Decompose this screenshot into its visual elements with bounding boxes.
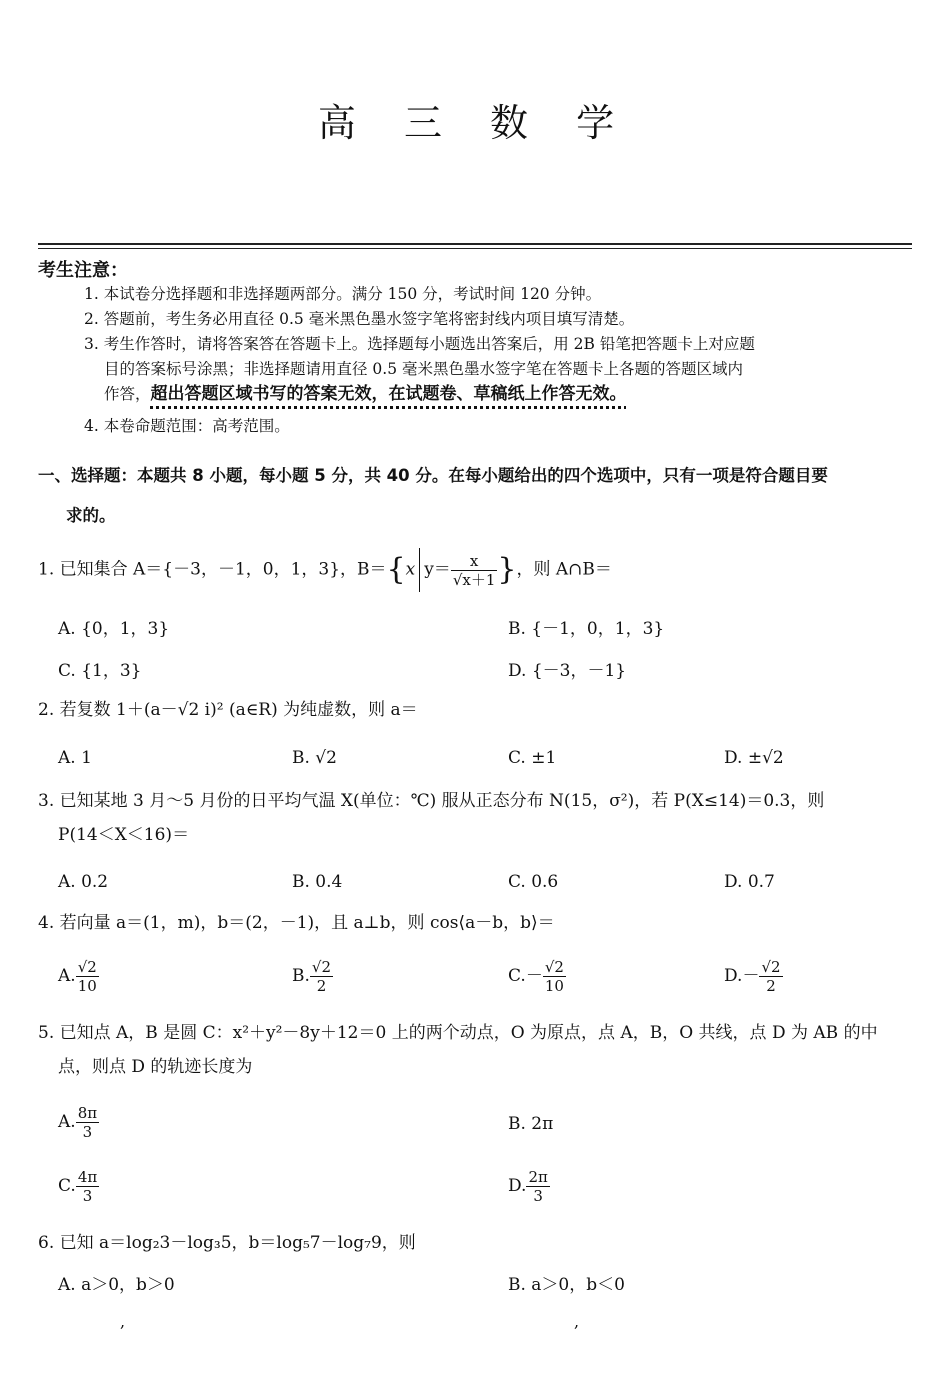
q4-option-a: [58, 958, 99, 995]
question-3: [38, 784, 918, 852]
q4-option-c-frac: [543, 958, 566, 995]
q1-fraction: [451, 552, 498, 589]
q4-option-d-label: D.: [724, 966, 743, 986]
q4-option-b-label: B.: [292, 966, 310, 986]
q1-fraction-num: x: [451, 552, 498, 571]
q4-option-d-sign: －: [742, 966, 760, 986]
q4-option-b-num: √2: [311, 958, 332, 976]
q5-option-a-num: 8π: [77, 1104, 98, 1122]
q5-option-a-den: 3: [82, 1123, 93, 1141]
header-rule-thin: [38, 248, 912, 249]
q1-tail: ，则 A∩B＝: [516, 559, 612, 580]
q5-option-d-num: 2π: [528, 1168, 548, 1186]
q5-option-c-num: 4π: [77, 1168, 98, 1186]
q5-option-b: B. 2π: [508, 1114, 554, 1134]
q3-option-a: A. 0.2: [58, 872, 109, 892]
q1-stem: 1. 已知集合: [38, 559, 134, 580]
q2-option-a: A. 1: [58, 748, 92, 768]
q4-option-d-num: √2: [761, 958, 781, 976]
q1-brace-close: }: [497, 552, 517, 587]
section-heading-line1: 一、选择题：本题共 8 小题，每小题 5 分，共 40 分。在每小题给出的四个选项中，只有一项是符合题目要: [38, 466, 828, 485]
notice-item-3-prefix: 作答，: [104, 385, 151, 403]
q6-option-b: B. a＞0，b＜0: [508, 1275, 625, 1295]
q1-set-bar: [419, 548, 420, 592]
q4-option-a-den: 10: [77, 977, 97, 995]
q5-option-d-label: D.: [508, 1176, 527, 1196]
q4-option-b: [292, 958, 333, 995]
section-heading-line2: 求的。: [66, 506, 116, 525]
q4-option-c-label: C.: [508, 966, 526, 986]
q4-option-a-label: A.: [58, 966, 76, 986]
q1-brace-open: {: [386, 552, 406, 587]
header-rule-thick: [38, 243, 912, 245]
q1-option-c: C. {1，3}: [58, 661, 142, 681]
q1-set-b-eq: y＝: [424, 559, 451, 580]
question-2: 2. 若复数 1＋(a－√2 i)² (a∈R) 为纯虚数，则 a＝: [38, 700, 418, 720]
q6-mark-left: ,: [120, 1312, 126, 1331]
q1-option-a: A. {0，1，3}: [58, 619, 170, 639]
q1-option-b: B. {－1，0，1，3}: [508, 619, 665, 639]
q4-option-d-frac: [759, 958, 782, 995]
notice-heading: 考生注意：: [38, 260, 128, 281]
q4-option-c-den: 10: [544, 977, 564, 995]
q4-option-c: [508, 958, 566, 995]
q5-option-c-frac: [76, 1168, 99, 1205]
q5-line1: 5. 已知点 A，B 是圆 C：x²＋y²－8y＋12＝0 上的两个动点，O 为原点，点 A，B，O 共线，点 D 为 AB 的中: [38, 1023, 878, 1043]
q2-option-b: B. √2: [292, 748, 337, 768]
q1-set-b-var: x: [405, 559, 416, 580]
q3-option-d: D. 0.7: [724, 872, 775, 892]
notice-item-3-line2: 目的答案标号涂黑；非选择题请用直径 0.5 毫米黑色墨水签字笔在答题卡上各题的答题区域内: [104, 360, 744, 378]
q5-option-a-frac: [76, 1104, 99, 1141]
q5-option-c: [58, 1168, 99, 1205]
question-5: [38, 1016, 918, 1084]
q3-line2: P(14＜X＜16)＝: [58, 825, 190, 845]
notice-item-3-line3: [84, 382, 916, 407]
q3-option-c: C. 0.6: [508, 872, 559, 892]
notice-item-1: 1. 本试卷分选择题和非选择题两部分。满分 150 分，考试时间 120 分钟。: [84, 285, 602, 303]
q4-option-b-frac: [310, 958, 333, 995]
q4-option-d: [724, 958, 783, 995]
q4-option-c-num: √2: [544, 958, 564, 976]
q4-option-d-den: 2: [766, 977, 776, 995]
notice-emphasis: 超出答题区域书写的答案无效，在试题卷、草稿纸上作答无效。: [150, 384, 627, 404]
notice-item-4: 4. 本卷命题范围：高考范围。: [84, 417, 290, 435]
q2-option-d: D. ±√2: [724, 748, 784, 768]
q5-option-d-den: 3: [533, 1187, 543, 1205]
section-heading: [38, 456, 918, 536]
q6-mark-right: ,: [574, 1312, 580, 1331]
q5-option-c-den: 3: [82, 1187, 93, 1205]
question-6: 6. 已知 a＝log₂3－log₃5，b＝log₅7－log₇9，则: [38, 1233, 416, 1253]
q1-option-d: D. {－3，－1}: [508, 661, 627, 681]
q5-option-a-label: A.: [58, 1112, 76, 1132]
question-4: 4. 若向量 a＝(1，m)，b＝(2，－1)，且 a⊥b，则 cos⟨a－b，b⟩＝: [38, 913, 555, 933]
q4-option-c-sign: －: [525, 966, 543, 986]
q4-option-b-den: 2: [316, 977, 327, 995]
q3-option-b: B. 0.4: [292, 872, 343, 892]
q4-option-a-num: √2: [77, 958, 97, 976]
q2-option-c: C. ±1: [508, 748, 557, 768]
q5-option-a: [58, 1104, 99, 1141]
q6-option-a: A. a＞0，b＞0: [58, 1275, 175, 1295]
notice-item-3: [84, 332, 916, 407]
notice-item-3-line1: 3. 考生作答时，请将答案答在答题卡上。选择题每小题选出答案后，用 2B 铅笔把答题卡上对应题: [84, 335, 755, 353]
q1-fraction-den: √x＋1: [452, 570, 496, 589]
q4-option-a-frac: [76, 958, 99, 995]
q5-option-d: [508, 1168, 550, 1205]
question-1: [38, 548, 918, 592]
page-title: 高 三 数 学: [317, 101, 633, 145]
notice-item-2: 2. 答题前，考生务必用直径 0.5 毫米黑色墨水签字笔将密封线内项目填写清楚。: [84, 310, 635, 328]
q1-set-a: A＝{－3，－1，0，1，3}，B＝: [133, 559, 387, 580]
q3-line1: 3. 已知某地 3 月～5 月份的日平均气温 X(单位：℃) 服从正态分布 N(15，σ²)，若 P(X≤14)＝0.3，则: [38, 791, 825, 811]
q5-option-d-frac: [526, 1168, 549, 1205]
q5-line2: 点，则点 D 的轨迹长度为: [58, 1057, 253, 1077]
q5-option-c-label: C.: [58, 1176, 76, 1196]
